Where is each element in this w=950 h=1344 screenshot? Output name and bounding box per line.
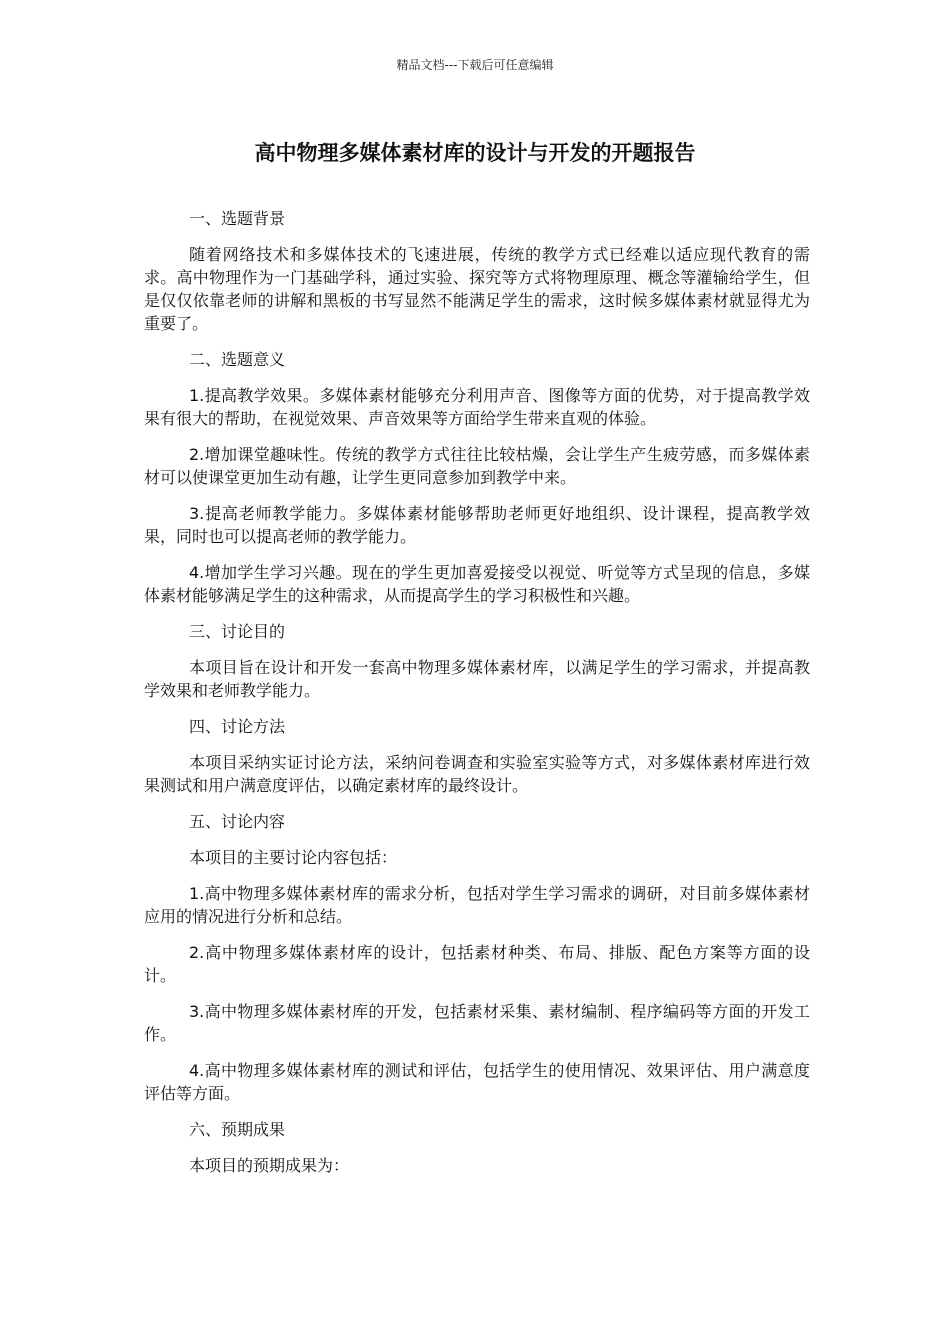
section-heading-purpose: 三、讨论目的	[189, 622, 286, 641]
paragraph: 本项目的预期成果为：	[189, 1156, 350, 1175]
document-body	[144, 207, 810, 1190]
paragraph: 3.高中物理多媒体素材库的开发，包括素材采集、素材编制、程序编码等方面的开发工作。	[144, 1002, 810, 1044]
paragraph: 4.高中物理多媒体素材库的测试和评估，包括学生的使用情况、效果评估、用户满意度评估等方面。	[144, 1061, 810, 1103]
paragraph: 4.增加学生学习兴趣。现在的学生更加喜爱接受以视觉、听觉等方式呈现的信息，多媒体素材能够满足学生的这种需求，从而提高学生的学习积极性和兴趣。	[144, 563, 810, 605]
section-heading-method: 四、讨论方法	[189, 717, 286, 736]
paragraph: 随着网络技术和多媒体技术的飞速进展，传统的教学方式已经难以适应现代教育的需求。高中物理作为一门基础学科，通过实验、探究等方式将物理原理、概念等灌输给学生，但是仅仅依靠老师的讲解和黑板的书写显然不能满足学生的需求，这时候多媒体素材就显得尤为重要了。	[144, 245, 810, 333]
paragraph: 3.提高老师教学能力。多媒体素材能够帮助老师更好地组织、设计课程，提高教学效果，同时也可以提高老师的教学能力。	[144, 504, 810, 546]
paragraph: 本项目旨在设计和开发一套高中物理多媒体素材库，以满足学生的学习需求，并提高教学效果和老师教学能力。	[144, 658, 810, 700]
section-heading-significance: 二、选题意义	[189, 350, 286, 369]
paragraph: 1.提高教学效果。多媒体素材能够充分利用声音、图像等方面的优势，对于提高教学效果有很大的帮助，在视觉效果、声音效果等方面给学生带来直观的体验。	[144, 386, 810, 428]
paragraph: 本项目采纳实证讨论方法，采纳问卷调查和实验室实验等方式，对多媒体素材库进行效果测试和用户满意度评估，以确定素材库的最终设计。	[144, 753, 810, 795]
section-heading-background: 一、选题背景	[189, 209, 286, 228]
paragraph: 1.高中物理多媒体素材库的需求分析，包括对学生学习需求的调研，对目前多媒体素材应用的情况进行分析和总结。	[144, 884, 810, 926]
paragraph: 2.高中物理多媒体素材库的设计，包括素材种类、布局、排版、配色方案等方面的设计。	[144, 943, 810, 985]
section-heading-content: 五、讨论内容	[189, 812, 286, 831]
section-heading-outcomes: 六、预期成果	[189, 1120, 286, 1139]
paragraph: 2.增加课堂趣味性。传统的教学方式往往比较枯燥，会让学生产生疲劳感，而多媒体素材可以使课堂更加生动有趣，让学生更同意参加到教学中来。	[144, 445, 810, 487]
paragraph: 本项目的主要讨论内容包括：	[189, 848, 398, 867]
document-title: 高中物理多媒体素材库的设计与开发的开题报告	[254, 141, 696, 165]
header-note: 精品文档---下载后可任意编辑	[396, 58, 554, 72]
